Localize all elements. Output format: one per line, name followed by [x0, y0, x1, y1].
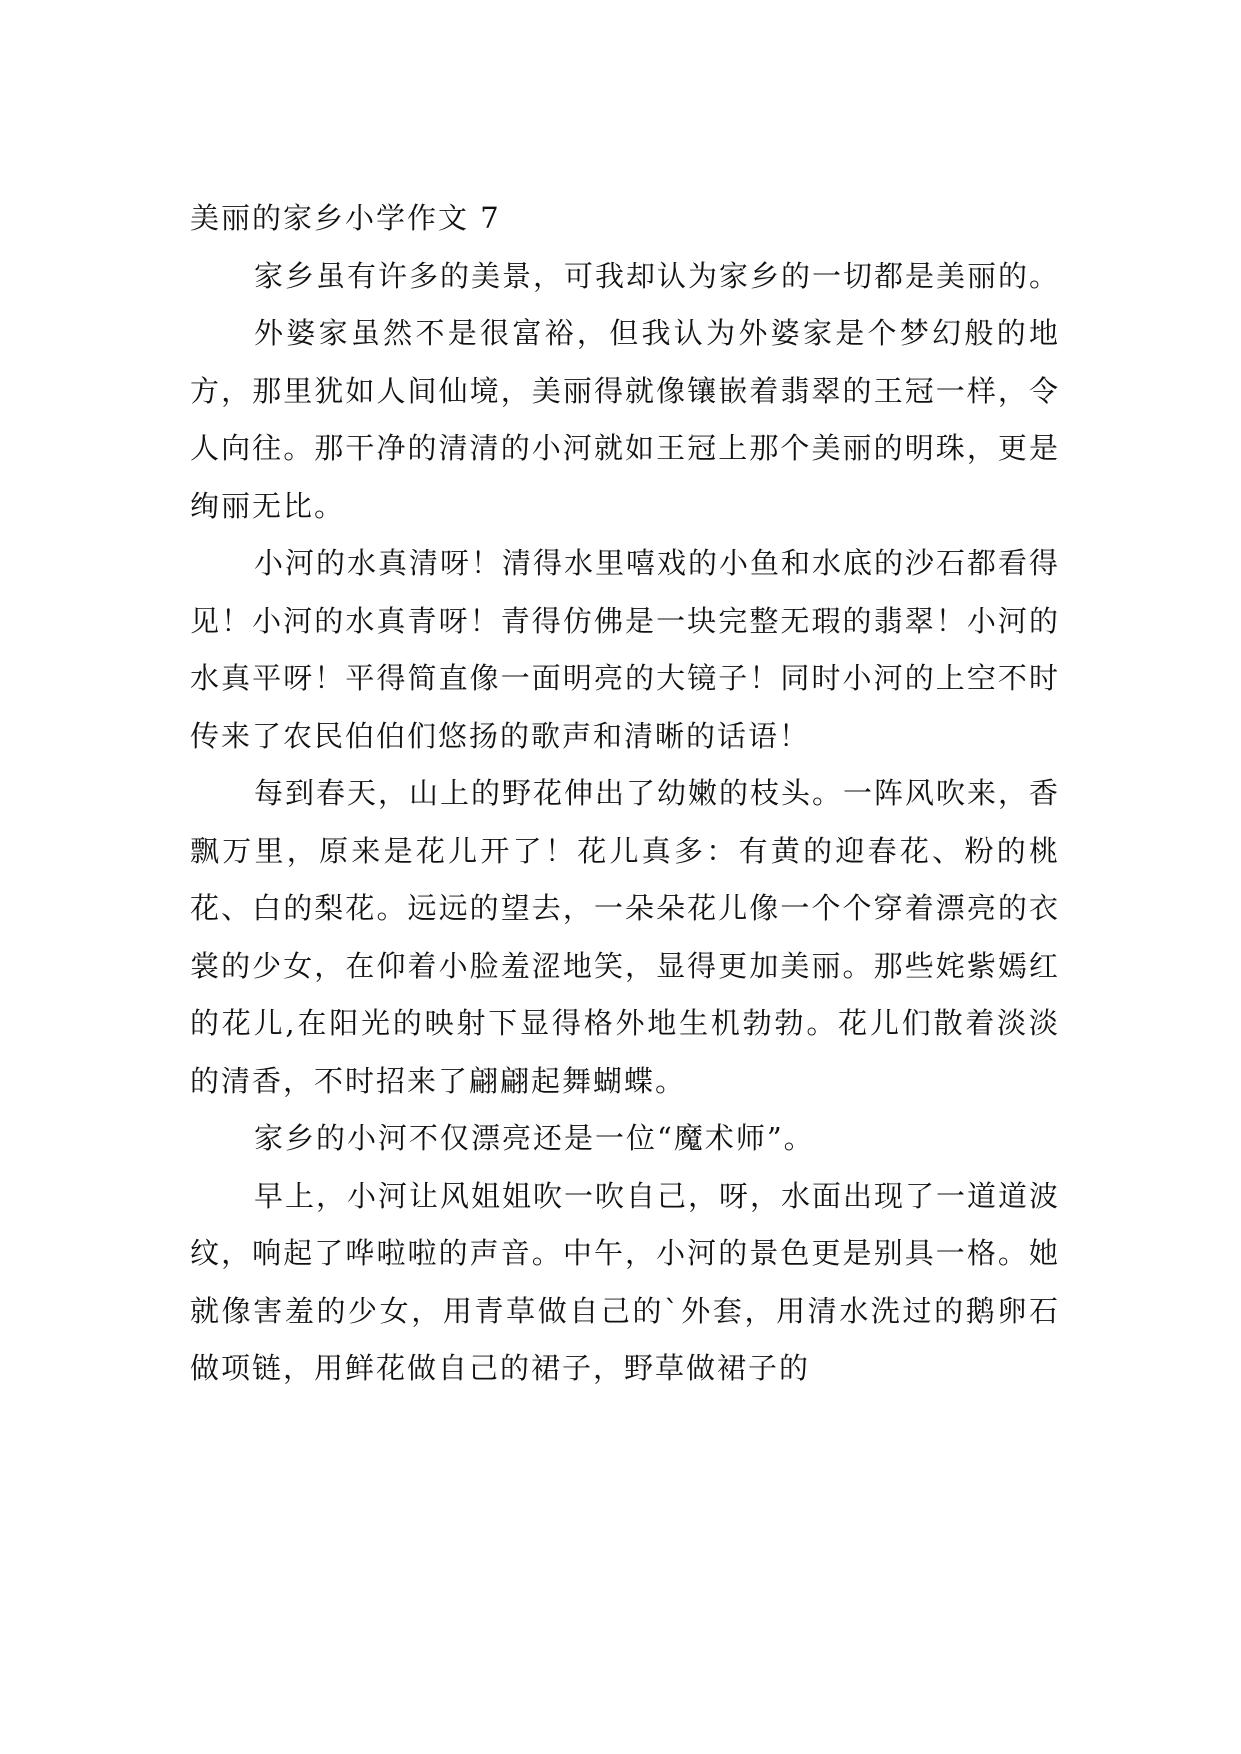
paragraph-1: 家乡虽有许多的美景，可我却认为家乡的一切都是美丽的。	[254, 258, 1061, 293]
paragraph-5: 家乡的小河不仅漂亮还是一位“魔术师”。	[254, 1121, 815, 1155]
paragraph-2: 外婆家虽然不是很富裕，但我认为外婆家是个梦幻般的地方，那里犹如人间仙境，美丽得就像镶嵌着翡翠的王冠一样，令人向往。那干净的清清的小河就如王冠上那个美丽的明珠，更是绚丽无比。	[190, 316, 1060, 523]
paragraph-3: 小河的水真清呀！清得水里嘻戏的小鱼和水底的沙石都看得见！小河的水真青呀！青得仿佛是一块完整无瑕的翡翠！小河的水真平呀！平得简直像一面明亮的大镜子！同时小河的上空不时传来了农民伯伯们悠扬的歌声和清晰的话语！	[190, 546, 1061, 753]
document-title: 美丽的家乡小学作文 7	[190, 201, 501, 235]
paragraph-6: 早上，小河让风姐姐吹一吹自己，呀，水面出现了一道道波纹，响起了哗啦啦的声音。中午，小河的景色更是别具一格。她就像害羞的少女，用青草做自己的`外套，用清水洗过的鹅卵石做项链，用鲜花做自己的裙子，野草做裙子的	[190, 1178, 1061, 1385]
paragraph-4: 每到春天，山上的野花伸出了幼嫩的枝头。一阵风吹来，香飘万里，原来是花儿开了！花儿真多：有黄的迎春花、粉的桃花、白的梨花。远远的望去，一朵朵花儿像一个个穿着漂亮的衣裳的少女，在仰着小脸羞涩地笑，显得更加美丽。那些姹紫嫣红的花儿,在阳光的映射下显得格外地生机勃勃。花儿们散着淡淡的清香，不时招来了翩翩起舞蝴蝶。	[190, 776, 1061, 1098]
document-body	[190, 190, 1060, 1398]
